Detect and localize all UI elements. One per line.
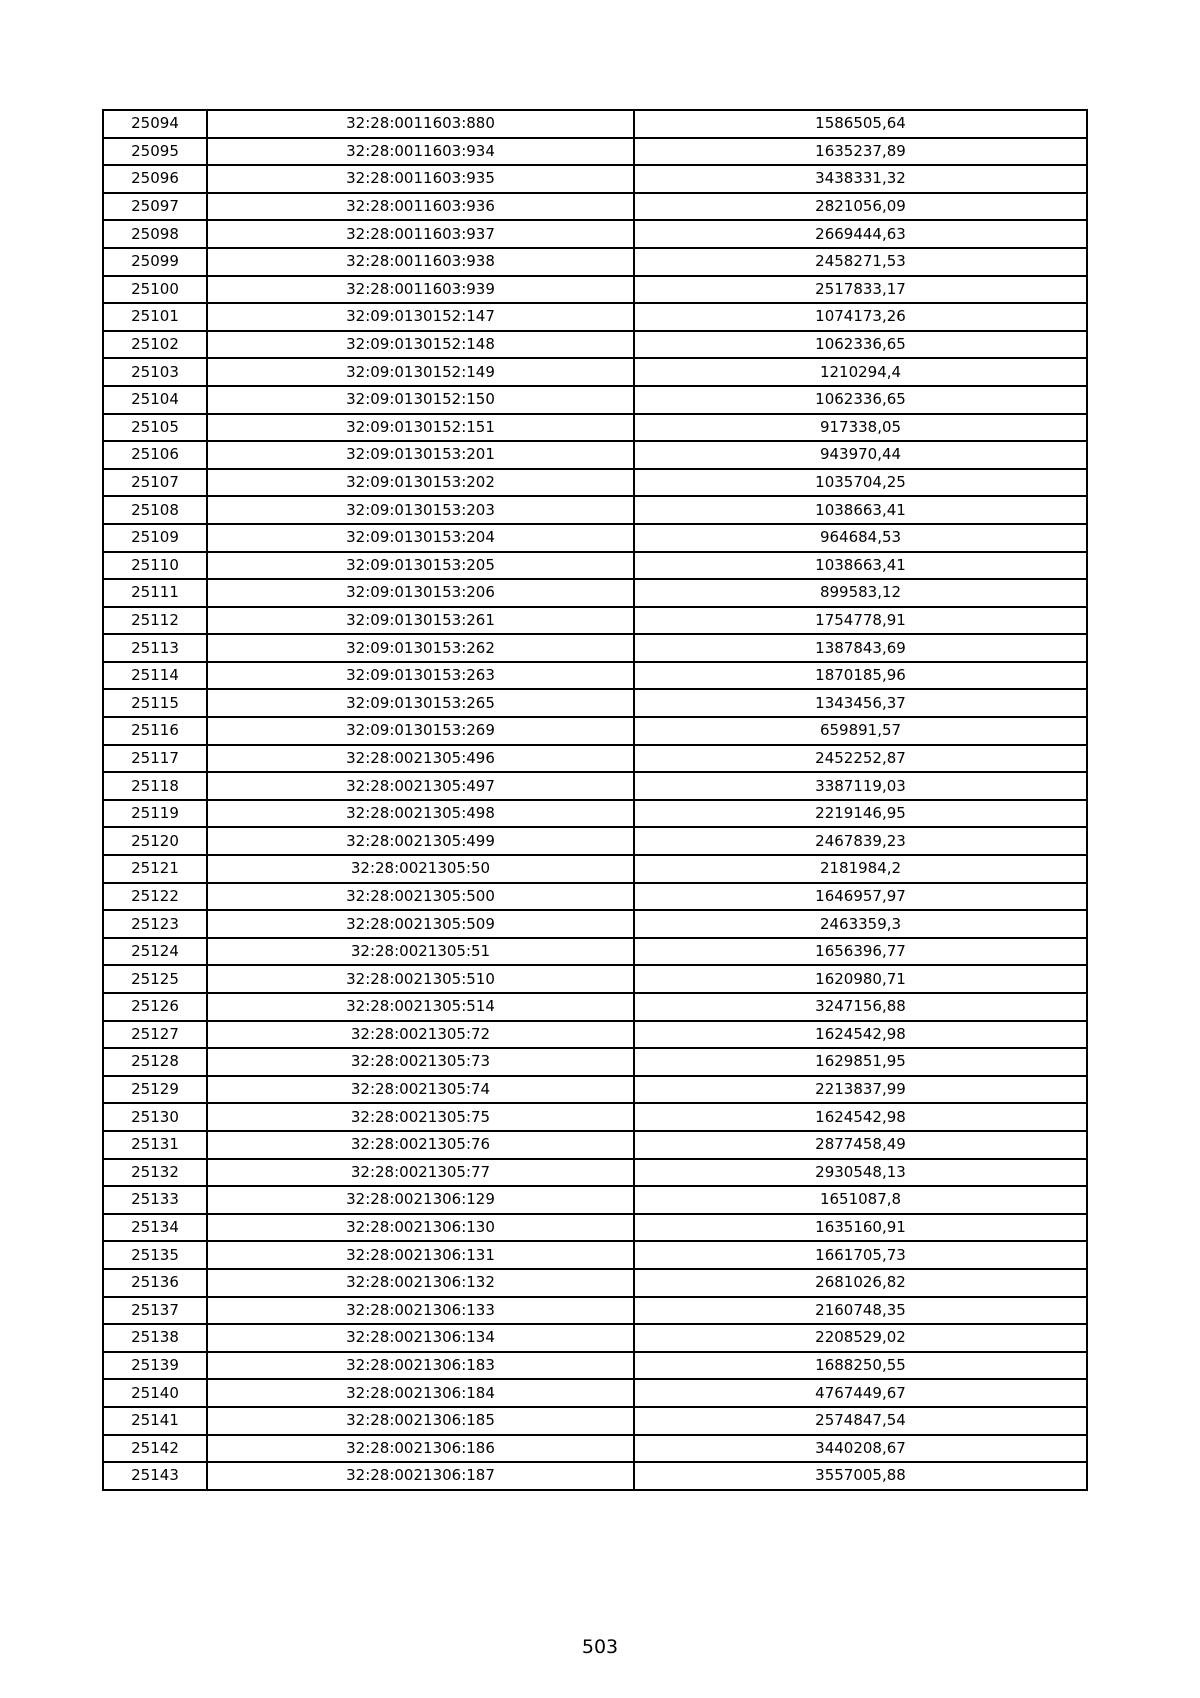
value-cell: 2467839,23 [634,827,1087,855]
cadastral-number-cell: 32:28:0021305:72 [207,1021,634,1049]
cadastral-number-cell: 32:28:0011603:938 [207,248,634,276]
cadastral-number-cell: 32:28:0021305:73 [207,1048,634,1076]
table-row [103,1297,1087,1325]
cadastral-number-cell: 32:28:0021306:184 [207,1379,634,1407]
cadastral-number-cell: 32:28:0011603:934 [207,138,634,166]
cadastral-number-cell: 32:09:0130152:150 [207,386,634,414]
cadastral-number-cell: 32:09:0130153:261 [207,607,634,635]
row-number-cell: 25134 [103,1214,207,1242]
cadastral-number-cell: 32:28:0021305:496 [207,745,634,773]
table-row [103,524,1087,552]
table-row [103,1021,1087,1049]
cadastral-number-cell: 32:28:0021305:51 [207,938,634,966]
value-cell: 1210294,4 [634,358,1087,386]
cadastral-number-cell: 32:28:0021305:77 [207,1159,634,1187]
data-table [102,109,1088,1491]
value-cell: 2181984,2 [634,855,1087,883]
value-cell: 2452252,87 [634,745,1087,773]
table-row [103,1131,1087,1159]
table-row [103,662,1087,690]
table-row [103,993,1087,1021]
table-row [103,1462,1087,1490]
cadastral-number-cell: 32:28:0021305:509 [207,910,634,938]
cadastral-number-cell: 32:28:0011603:935 [207,165,634,193]
value-cell: 2463359,3 [634,910,1087,938]
value-cell: 2208529,02 [634,1324,1087,1352]
table-row [103,1435,1087,1463]
value-cell: 2669444,63 [634,220,1087,248]
table-row [103,165,1087,193]
cadastral-number-cell: 32:09:0130152:151 [207,414,634,442]
table-row [103,276,1087,304]
value-cell: 2681026,82 [634,1269,1087,1297]
cadastral-number-cell: 32:28:0011603:939 [207,276,634,304]
row-number-cell: 25116 [103,717,207,745]
cadastral-number-cell: 32:09:0130152:149 [207,358,634,386]
row-number-cell: 25107 [103,469,207,497]
table-row [103,745,1087,773]
cadastral-number-cell: 32:28:0011603:936 [207,193,634,221]
value-cell: 2821056,09 [634,193,1087,221]
table-row [103,910,1087,938]
table-row [103,496,1087,524]
value-cell: 1629851,95 [634,1048,1087,1076]
value-cell: 2213837,99 [634,1076,1087,1104]
row-number-cell: 25111 [103,579,207,607]
cadastral-number-cell: 32:28:0021306:186 [207,1435,634,1463]
cadastral-number-cell: 32:28:0021306:133 [207,1297,634,1325]
row-number-cell: 25119 [103,800,207,828]
value-cell: 899583,12 [634,579,1087,607]
value-cell: 1586505,64 [634,110,1087,138]
cadastral-number-cell: 32:09:0130153:203 [207,496,634,524]
row-number-cell: 25094 [103,110,207,138]
cadastral-number-cell: 32:09:0130153:262 [207,634,634,662]
table-row [103,414,1087,442]
value-cell: 1343456,37 [634,689,1087,717]
table-row [103,827,1087,855]
cadastral-number-cell: 32:28:0021306:130 [207,1214,634,1242]
row-number-cell: 25130 [103,1103,207,1131]
table-row [103,607,1087,635]
table-row [103,331,1087,359]
cadastral-number-cell: 32:28:0011603:880 [207,110,634,138]
row-number-cell: 25143 [103,1462,207,1490]
row-number-cell: 25095 [103,138,207,166]
table-row [103,772,1087,800]
cadastral-number-cell: 32:28:0021305:76 [207,1131,634,1159]
table-row [103,1214,1087,1242]
row-number-cell: 25127 [103,1021,207,1049]
row-number-cell: 25109 [103,524,207,552]
row-number-cell: 25102 [103,331,207,359]
row-number-cell: 25123 [103,910,207,938]
cadastral-number-cell: 32:09:0130153:263 [207,662,634,690]
table-row [103,110,1087,138]
table-row [103,1379,1087,1407]
value-cell: 1635237,89 [634,138,1087,166]
row-number-cell: 25126 [103,993,207,1021]
value-cell: 2160748,35 [634,1297,1087,1325]
table-row [103,386,1087,414]
table-row [103,552,1087,580]
value-cell: 1062336,65 [634,386,1087,414]
row-number-cell: 25110 [103,552,207,580]
value-cell: 1754778,91 [634,607,1087,635]
value-cell: 2877458,49 [634,1131,1087,1159]
row-number-cell: 25125 [103,965,207,993]
row-number-cell: 25100 [103,276,207,304]
cadastral-number-cell: 32:09:0130153:205 [207,552,634,580]
row-number-cell: 25098 [103,220,207,248]
value-cell: 3557005,88 [634,1462,1087,1490]
row-number-cell: 25117 [103,745,207,773]
value-cell: 2930548,13 [634,1159,1087,1187]
value-cell: 1624542,98 [634,1021,1087,1049]
table-row [103,717,1087,745]
row-number-cell: 25133 [103,1186,207,1214]
cadastral-number-cell: 32:28:0021306:185 [207,1407,634,1435]
row-number-cell: 25121 [103,855,207,883]
row-number-cell: 25115 [103,689,207,717]
row-number-cell: 25120 [103,827,207,855]
table-row [103,938,1087,966]
value-cell: 1038663,41 [634,496,1087,524]
cadastral-number-cell: 32:09:0130152:147 [207,303,634,331]
row-number-cell: 25141 [103,1407,207,1435]
cadastral-number-cell: 32:28:0021306:132 [207,1269,634,1297]
cadastral-number-cell: 32:28:0021306:187 [207,1462,634,1490]
cadastral-number-cell: 32:28:0021306:129 [207,1186,634,1214]
cadastral-number-cell: 32:28:0021305:500 [207,883,634,911]
cadastral-number-cell: 32:28:0021305:510 [207,965,634,993]
table-row [103,965,1087,993]
table-body [103,110,1087,1490]
row-number-cell: 25104 [103,386,207,414]
cadastral-number-cell: 32:28:0021305:497 [207,772,634,800]
row-number-cell: 25128 [103,1048,207,1076]
table-row [103,1186,1087,1214]
cadastral-number-cell: 32:28:0021305:498 [207,800,634,828]
row-number-cell: 25106 [103,441,207,469]
table-row [103,1352,1087,1380]
row-number-cell: 25137 [103,1297,207,1325]
table-row [103,469,1087,497]
row-number-cell: 25114 [103,662,207,690]
value-cell: 1870185,96 [634,662,1087,690]
value-cell: 1624542,98 [634,1103,1087,1131]
value-cell: 1035704,25 [634,469,1087,497]
cadastral-number-cell: 32:28:0021306:131 [207,1241,634,1269]
cadastral-number-cell: 32:09:0130153:269 [207,717,634,745]
value-cell: 1387843,69 [634,634,1087,662]
row-number-cell: 25140 [103,1379,207,1407]
table-row [103,441,1087,469]
cadastral-number-cell: 32:28:0021305:50 [207,855,634,883]
table-row [103,689,1087,717]
row-number-cell: 25135 [103,1241,207,1269]
table-row [103,138,1087,166]
value-cell: 3247156,88 [634,993,1087,1021]
value-cell: 1620980,71 [634,965,1087,993]
row-number-cell: 25113 [103,634,207,662]
value-cell: 1646957,97 [634,883,1087,911]
cadastral-number-cell: 32:09:0130153:265 [207,689,634,717]
value-cell: 2458271,53 [634,248,1087,276]
cadastral-number-cell: 32:28:0021305:74 [207,1076,634,1104]
table-row [103,358,1087,386]
table-row [103,855,1087,883]
cadastral-number-cell: 32:09:0130153:201 [207,441,634,469]
row-number-cell: 25118 [103,772,207,800]
row-number-cell: 25108 [103,496,207,524]
table-row [103,1407,1087,1435]
row-number-cell: 25136 [103,1269,207,1297]
value-cell: 4767449,67 [634,1379,1087,1407]
table-row [103,1076,1087,1104]
table-row [103,579,1087,607]
cadastral-number-cell: 32:09:0130153:206 [207,579,634,607]
cadastral-number-cell: 32:28:0021305:514 [207,993,634,1021]
row-number-cell: 25129 [103,1076,207,1104]
table-row [103,1241,1087,1269]
table-row [103,634,1087,662]
row-number-cell: 25096 [103,165,207,193]
row-number-cell: 25101 [103,303,207,331]
value-cell: 3387119,03 [634,772,1087,800]
value-cell: 1651087,8 [634,1186,1087,1214]
table-row [103,1159,1087,1187]
cadastral-number-cell: 32:28:0021306:134 [207,1324,634,1352]
table-row [103,1048,1087,1076]
value-cell: 2517833,17 [634,276,1087,304]
value-cell: 3440208,67 [634,1435,1087,1463]
row-number-cell: 25139 [103,1352,207,1380]
cadastral-number-cell: 32:09:0130152:148 [207,331,634,359]
cadastral-number-cell: 32:28:0021305:499 [207,827,634,855]
cadastral-number-cell: 32:28:0021306:183 [207,1352,634,1380]
page-number: 503 [581,1636,619,1658]
value-cell: 3438331,32 [634,165,1087,193]
value-cell: 1656396,77 [634,938,1087,966]
row-number-cell: 25105 [103,414,207,442]
value-cell: 943970,44 [634,441,1087,469]
table-row [103,193,1087,221]
cadastral-number-cell: 32:09:0130153:204 [207,524,634,552]
row-number-cell: 25131 [103,1131,207,1159]
table-row [103,1103,1087,1131]
row-number-cell: 25142 [103,1435,207,1463]
cadastral-number-cell: 32:09:0130153:202 [207,469,634,497]
row-number-cell: 25138 [103,1324,207,1352]
value-cell: 659891,57 [634,717,1087,745]
value-cell: 2574847,54 [634,1407,1087,1435]
value-cell: 1038663,41 [634,552,1087,580]
value-cell: 1074173,26 [634,303,1087,331]
value-cell: 1688250,55 [634,1352,1087,1380]
table-row [103,303,1087,331]
table-row [103,1324,1087,1352]
table-row [103,800,1087,828]
table-row [103,220,1087,248]
cadastral-number-cell: 32:28:0011603:937 [207,220,634,248]
table-row [103,883,1087,911]
row-number-cell: 25124 [103,938,207,966]
row-number-cell: 25122 [103,883,207,911]
value-cell: 1635160,91 [634,1214,1087,1242]
row-number-cell: 25132 [103,1159,207,1187]
row-number-cell: 25103 [103,358,207,386]
row-number-cell: 25099 [103,248,207,276]
value-cell: 2219146,95 [634,800,1087,828]
row-number-cell: 25112 [103,607,207,635]
value-cell: 917338,05 [634,414,1087,442]
value-cell: 964684,53 [634,524,1087,552]
value-cell: 1661705,73 [634,1241,1087,1269]
table-row [103,248,1087,276]
cadastral-number-cell: 32:28:0021305:75 [207,1103,634,1131]
value-cell: 1062336,65 [634,331,1087,359]
row-number-cell: 25097 [103,193,207,221]
table-row [103,1269,1087,1297]
